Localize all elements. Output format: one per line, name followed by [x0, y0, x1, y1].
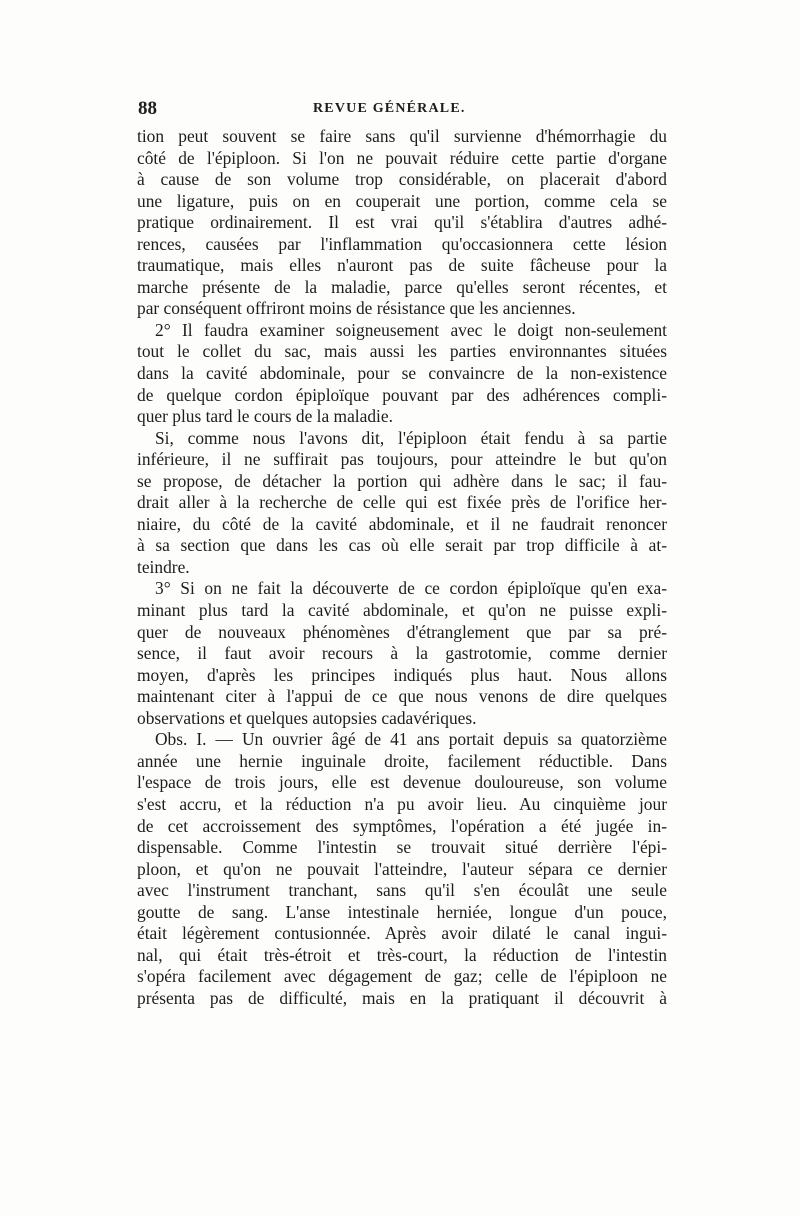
text-line: traumatique, mais elles n'auront pas de suite fâcheuse pour la — [137, 255, 667, 276]
text-line: l'espace de trois jours, elle est devenue douloureuse, son volume — [137, 772, 667, 793]
text-line: de cet accroissement des symptômes, l'opération a été jugée in- — [137, 815, 667, 836]
text-line: tion peut souvent se faire sans qu'il survienne d'hémorrhagie du — [137, 126, 667, 146]
text-line: à sa section que dans les cas où elle serait par trop difficile à at- — [137, 535, 667, 556]
text-line: observations et quelques autopsies cadavériques. — [137, 707, 477, 728]
text-line: moyen, d'après les principes indiqués plus haut. Nous allons — [137, 664, 667, 685]
text-line: ploon, et qu'on ne pouvait l'atteindre, l'auteur sépara ce dernier — [137, 858, 667, 879]
text-line: pratique ordinairement. Il est vrai qu'il s'établira d'autres adhé- — [137, 212, 667, 233]
text-line: quer de nouveaux phénomènes d'étranglement que par sa pré- — [137, 621, 667, 642]
text-line: année une hernie inguinale droite, facilement réductible. Dans — [137, 750, 667, 771]
text-line: inférieure, il ne suffirait pas toujours, pour atteindre le but qu'on — [137, 449, 667, 470]
text-line: marche présente de la maladie, parce qu'elles seront récentes, et — [137, 276, 667, 297]
text-line: nal, qui était très-étroit et très-court, la réduction de l'intestin — [137, 944, 667, 965]
text-line: s'opéra facilement avec dégagement de gaz; celle de l'épiploon ne — [137, 966, 667, 987]
text-line: maintenant citer à l'appui de ce que nous venons de dire quelques — [137, 686, 667, 707]
text-line: se propose, de détacher la portion qui adhère dans le sac; il fau- — [137, 470, 667, 491]
text-line: de quelque cordon épiploïque pouvant par des adhérences compli- — [137, 384, 667, 405]
text-line: une ligature, puis on en couperait une portion, comme cela se — [137, 190, 667, 211]
text-line: par conséquent offriront moins de résistance que les anciennes. — [137, 298, 576, 319]
text-line: rences, causées par l'inflammation qu'occasionnera cette lésion — [137, 233, 667, 254]
text-line: présenta pas de difficulté, mais en la pratiquant il découvrit à — [137, 987, 667, 1008]
page-number: 88 — [138, 98, 157, 119]
text-line: côté de l'épiploon. Si l'on ne pouvait réduire cette partie d'organe — [137, 147, 667, 168]
text-line: 2° Il faudra examiner soigneusement avec le doigt non-seulement — [155, 319, 667, 340]
text-line: dispensable. Comme l'intestin se trouvait situé derrière l'épi- — [137, 837, 667, 858]
text-line: s'est accru, et la réduction n'a pu avoir lieu. Au cinquième jour — [137, 793, 667, 814]
text-line: teindre. — [137, 556, 190, 577]
text-line: sence, il faut avoir recours à la gastrotomie, comme dernier — [137, 643, 667, 664]
text-line: drait aller à la recherche de celle qui est fixée près de l'orifice her- — [137, 492, 667, 513]
text-line: 3° Si on ne fait la découverte de ce cordon épiploïque qu'en exa- — [155, 578, 667, 599]
page-header — [138, 98, 668, 122]
text-line: était légèrement contusionnée. Après avoir dilaté le canal ingui- — [137, 923, 667, 944]
text-line: minant plus tard la cavité abdominale, et qu'on ne puisse expli- — [137, 600, 667, 621]
text-line: tout le collet du sac, mais aussi les parties environnantes situées — [137, 341, 667, 362]
running-title: REVUE GÉNÉRALE. — [313, 101, 466, 116]
text-line: Si, comme nous l'avons dit, l'épiploon était fendu à sa partie — [155, 427, 667, 448]
body-text — [137, 126, 667, 1009]
text-line: Obs. I. — Un ouvrier âgé de 41 ans portait depuis sa quatorzième — [155, 729, 667, 750]
text-line: à cause de son volume trop considérable, on placerait d'abord — [137, 169, 667, 190]
text-line: goutte de sang. L'anse intestinale herniée, longue d'un pouce, — [137, 901, 667, 922]
text-line: dans la cavité abdominale, pour se convaincre de la non-existence — [137, 363, 667, 384]
text-line: quer plus tard le cours de la maladie. — [137, 406, 393, 427]
text-line: avec l'instrument tranchant, sans qu'il s'en écoulât une seule — [137, 880, 667, 901]
text-line: niaire, du côté de la cavité abdominale, et il ne faudrait renoncer — [137, 513, 667, 534]
